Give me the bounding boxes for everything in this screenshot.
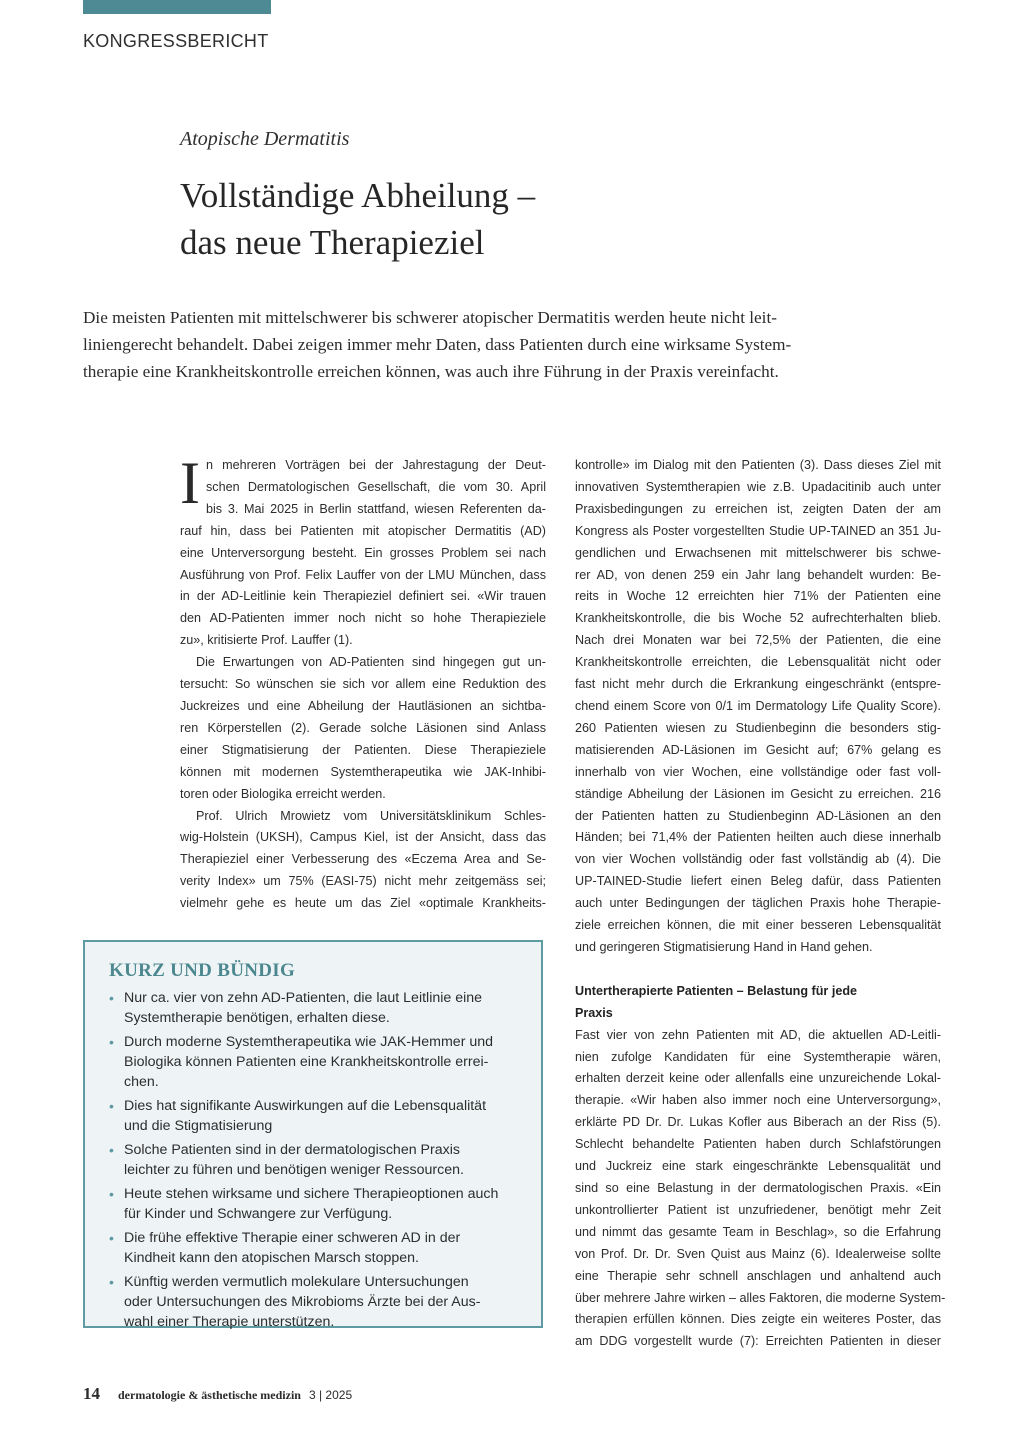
text-line: chend einem Score von 0/1 im Dermatology Life Quality Score).	[575, 698, 941, 713]
title-line: Vollständige Abheilung –	[180, 176, 536, 215]
text-line: können mit modernen Systemtherapeutika wie JAK-Inhibi-	[180, 764, 546, 779]
lead-line: liniengerecht behandelt. Dabei zeigen immer mehr Daten, dass Patienten durch eine wirksame System-	[83, 335, 792, 354]
item-line: Kindheit kann den atopischen Marsch stoppen.	[124, 1250, 419, 1266]
text-line: wig-Holstein (UKSH), Campus Kiel, ist der Ansicht, dass das	[180, 830, 546, 845]
text-line: toren oder Biologika erreicht werden.	[180, 786, 386, 801]
text-line: Therapieziel einer Verbesserung des «Eczema Area and Se-	[180, 852, 546, 867]
text-line: tersucht: So wünschen sie sich vor allem eine Reduktion des	[180, 677, 546, 692]
paragraph	[575, 455, 941, 959]
text-line: Juckreizes und eine Abheilung der Hautläsionen an sichtba-	[180, 698, 546, 713]
text-line: einer Stigmatisierung der Patienten. Diese Therapieziele	[180, 742, 546, 757]
text-line: den AD-Patienten immer noch nicht so hohe Therapieziele	[180, 611, 546, 626]
text-line: der Patienten hatten zu Studienbeginn AD-Läsionen an den	[575, 808, 941, 823]
text-line: Schlecht behandelte Patienten haben durch Schlafstörungen	[575, 1137, 941, 1152]
text-line: sind so eine Belastung in der dermatologischen Praxis. «Ein	[575, 1181, 941, 1195]
text-line: über mehrere Jahre wirken – alles Faktoren, die moderne System-	[575, 1290, 946, 1305]
text-line: Kongress als Poster vorgestellten Studie UP-TAINED an 351 Ju-	[575, 523, 941, 538]
title-line: das neue Therapieziel	[180, 223, 485, 262]
summary-item	[109, 1032, 531, 1092]
text-line: von vier Wochen vollständig oder fast vollständig ab (4). Die	[575, 852, 941, 867]
section-label: KONGRESSBERICHT	[83, 31, 269, 51]
item-line: Biologika können Patienten eine Krankheitskontrolle errei-	[124, 1054, 489, 1070]
paragraph	[180, 652, 546, 805]
paragraph	[180, 450, 546, 652]
summary-box-title: KURZ UND BÜNDIG	[109, 960, 296, 981]
item-line: Künftig werden vermutlich molekulare Untersuchungen	[124, 1274, 469, 1290]
text-line: und geringeren Stigmatisierung Hand in Hand gehen.	[575, 939, 873, 954]
text-line: n mehreren Vorträgen bei der Jahrestagung der Deut-	[205, 458, 546, 472]
text-line: ren Körperstellen (2). Gerade solche Läsionen sind Anlass	[180, 720, 546, 735]
bullet-icon: •	[109, 1186, 114, 1202]
body-column-left	[180, 450, 546, 915]
summary-item	[109, 1140, 531, 1180]
paragraph	[575, 1025, 946, 1354]
summary-box	[83, 940, 543, 1328]
text-line: UP-TAINED-Studie liefert einen Beleg dafür, dass Patienten	[575, 874, 941, 889]
dropcap: I	[180, 450, 200, 516]
lead-line: therapie eine Krankheitskontrolle erreichen können, was auch ihre Führung in der Praxis vereinfacht.	[83, 362, 779, 381]
page-number: 14	[83, 1384, 100, 1403]
text-line: Fast vier von zehn Patienten mit AD, die aktuellen AD-Leitli-	[575, 1027, 941, 1042]
text-line: ständige Abheilung der Läsionen im Gesicht zu erreichen. 216	[575, 786, 941, 801]
summary-item	[109, 1228, 531, 1268]
journal-name: dermatologie & ästhetische medizin	[118, 1388, 301, 1402]
subheading-line: Praxis	[575, 1005, 613, 1020]
text-line: therapien erfüllen können. Dies zeigte ein weiteres Poster, das	[575, 1312, 941, 1327]
page-footer	[83, 1384, 352, 1404]
item-line: Systemtherapie benötigen, erhalten diese.	[124, 1010, 390, 1026]
text-line: eine Therapie sehr schnell anschlagen und anhaltend auch	[575, 1268, 941, 1283]
article-lead	[83, 304, 943, 385]
text-line: therapie. «Wir haben also immer noch eine Unterversorgung»,	[575, 1093, 941, 1108]
body-column-right	[575, 455, 946, 1353]
text-line: innerhalb von vier Wochen, eine vollständige oder fast voll-	[575, 764, 941, 779]
bullet-icon: •	[109, 1274, 114, 1290]
summary-item	[109, 1272, 531, 1332]
summary-item	[109, 1184, 531, 1224]
text-line: Krankheitskontrolle erreichten, die Lebensqualität nicht oder	[575, 655, 941, 670]
article-kicker: Atopische Dermatitis	[180, 128, 350, 150]
item-line: chen.	[124, 1074, 159, 1090]
text-line: Die Erwartungen von AD-Patienten sind hingegen gut un-	[196, 655, 546, 670]
subheading-line: Untertherapierte Patienten – Belastung für jede	[575, 983, 858, 998]
text-line: Krankheitskontrolle, die bis Woche 52 aufrechterhalten blieb.	[575, 611, 941, 626]
text-line: Nach drei Monaten war bei 72,5% der Patienten, die eine	[575, 633, 941, 648]
item-line: wahl einer Therapie unterstützen.	[124, 1314, 335, 1330]
item-line: Solche Patienten sind in der dermatologischen Praxis	[124, 1142, 460, 1158]
section-color-bar	[83, 0, 271, 14]
item-line: Nur ca. vier von zehn AD-Patienten, die laut Leitlinie eine	[124, 990, 483, 1006]
issue-number: 3 | 2025	[308, 1388, 353, 1402]
item-line: oder Untersuchungen des Mikrobioms Ärzte bei der Aus-	[124, 1294, 481, 1310]
article-title	[180, 172, 535, 266]
text-line: erhalten derzeit keine oder allenfalls eine unzureichende Lokal-	[575, 1071, 941, 1086]
text-line: Händen; bei 71,4% der Patienten heilten auch diese innerhalb	[575, 830, 941, 845]
paragraph	[180, 806, 546, 916]
bullet-icon: •	[109, 990, 114, 1006]
bullet-icon: •	[109, 1098, 114, 1114]
summary-item	[109, 1096, 531, 1136]
text-line: erklärte PD Dr. Dr. Lukas Kofler aus Biberach an der Riss (5).	[575, 1115, 941, 1130]
text-line: Prof. Ulrich Mrowietz vom Universitätsklinikum Schles-	[196, 808, 546, 823]
lead-line: Die meisten Patienten mit mittelschwerer bis schwerer atopischer Dermatitis werden heute nicht leit-	[83, 308, 777, 327]
text-line: ziele erreichen können, die mit einer besseren Lebensqualität	[575, 918, 941, 933]
text-line: schen Dermatologischen Gesellschaft, die vom 30. April	[205, 479, 546, 494]
text-line: eine Unterversorgung besteht. Ein grosses Problem sei nach	[180, 545, 546, 560]
bullet-icon: •	[109, 1142, 114, 1158]
text-line: vielmehr gehe es heute um das Ziel «optimale Krankheits-	[180, 896, 546, 911]
text-line: am DDG vorgestellt wurde (7): Erreichten Patienten in dieser	[575, 1334, 941, 1349]
text-line: fast nicht mehr durch die Erkrankung eingeschränkt (entspre-	[575, 677, 941, 692]
item-line: Durch moderne Systemtherapeutika wie JAK-Hemmer und	[124, 1034, 494, 1050]
text-line: kontrolle» im Dialog mit den Patienten (3). Dass dieses Ziel mit	[575, 458, 941, 472]
text-line: und nimmt das gesamte Team in Beschlag», so die Erfahrung	[575, 1224, 941, 1239]
text-line: rauf hin, dass bei Patienten mit atopischer Dermatitis (AD)	[180, 523, 546, 538]
bullet-icon: •	[109, 1034, 114, 1050]
text-line: von Prof. Dr. Dr. Sven Quist aus Mainz (6). Idealerweise sollte	[575, 1246, 941, 1261]
item-line: Heute stehen wirksame und sichere Therapieoptionen auch	[124, 1186, 499, 1202]
text-line: auch unter Bedingungen der täglichen Praxis hohe Therapie-	[575, 896, 941, 911]
bullet-icon: •	[109, 1230, 114, 1246]
text-line: Praxisbedingungen zu erreichen ist, zeigten Daten der am	[575, 501, 941, 516]
text-line: in der AD-Leitlinie kein Therapieziel definiert sei. «Wir trauen	[180, 589, 546, 604]
item-line: für Kinder und Schwangere zur Verfügung.	[124, 1206, 393, 1222]
text-line: gendlichen und Erwachsenen mit mittelschwerer bis schwe-	[575, 545, 941, 560]
text-line: unkontrollierter Patient ist unzufriedener, benötigt mehr Zeit	[575, 1202, 941, 1217]
item-line: und die Stigmatisierung	[124, 1118, 273, 1134]
text-line: bis 3. Mai 2025 in Berlin stattfand, wiesen Referenten da-	[205, 501, 546, 516]
item-line: leichter zu führen und benötigen weniger Ressourcen.	[124, 1162, 464, 1178]
text-line: 260 Patienten wiesen zu Studienbeginn die besonders stig-	[575, 720, 941, 735]
summary-item	[109, 988, 531, 1028]
text-line: innovativen Systemtherapien wie z.B. Upadacitinib auch unter	[575, 479, 941, 494]
text-line: matisierenden AD-Läsionen im Gesicht auf; 67% gelang es	[575, 742, 941, 757]
text-line: verity Index» um 75% (EASI-75) nicht mehr zeitgemäss sei;	[180, 874, 546, 889]
item-line: Die frühe effektive Therapie einer schweren AD in der	[124, 1230, 461, 1246]
text-line: zu», kritisierte Prof. Lauffer (1).	[180, 633, 353, 648]
text-line: reits in Woche 12 erreichten hier 71% der Patienten eine	[575, 589, 941, 604]
text-line: rer AD, von denen 259 ein Jahr lang behandelt wurden: Be-	[575, 567, 941, 582]
text-line: und Juckreiz eine stark eingeschränkte Lebensqualität und	[575, 1159, 941, 1174]
summary-list	[109, 988, 531, 1332]
text-line: nien zufolge Kandidaten für eine Systemtherapie wären,	[575, 1049, 941, 1064]
text-line: Ausführung von Prof. Felix Lauffer von der LMU München, dass	[180, 567, 546, 582]
section-subheading	[575, 981, 941, 1025]
item-line: Dies hat signifikante Auswirkungen auf die Lebensqualität	[124, 1098, 487, 1114]
